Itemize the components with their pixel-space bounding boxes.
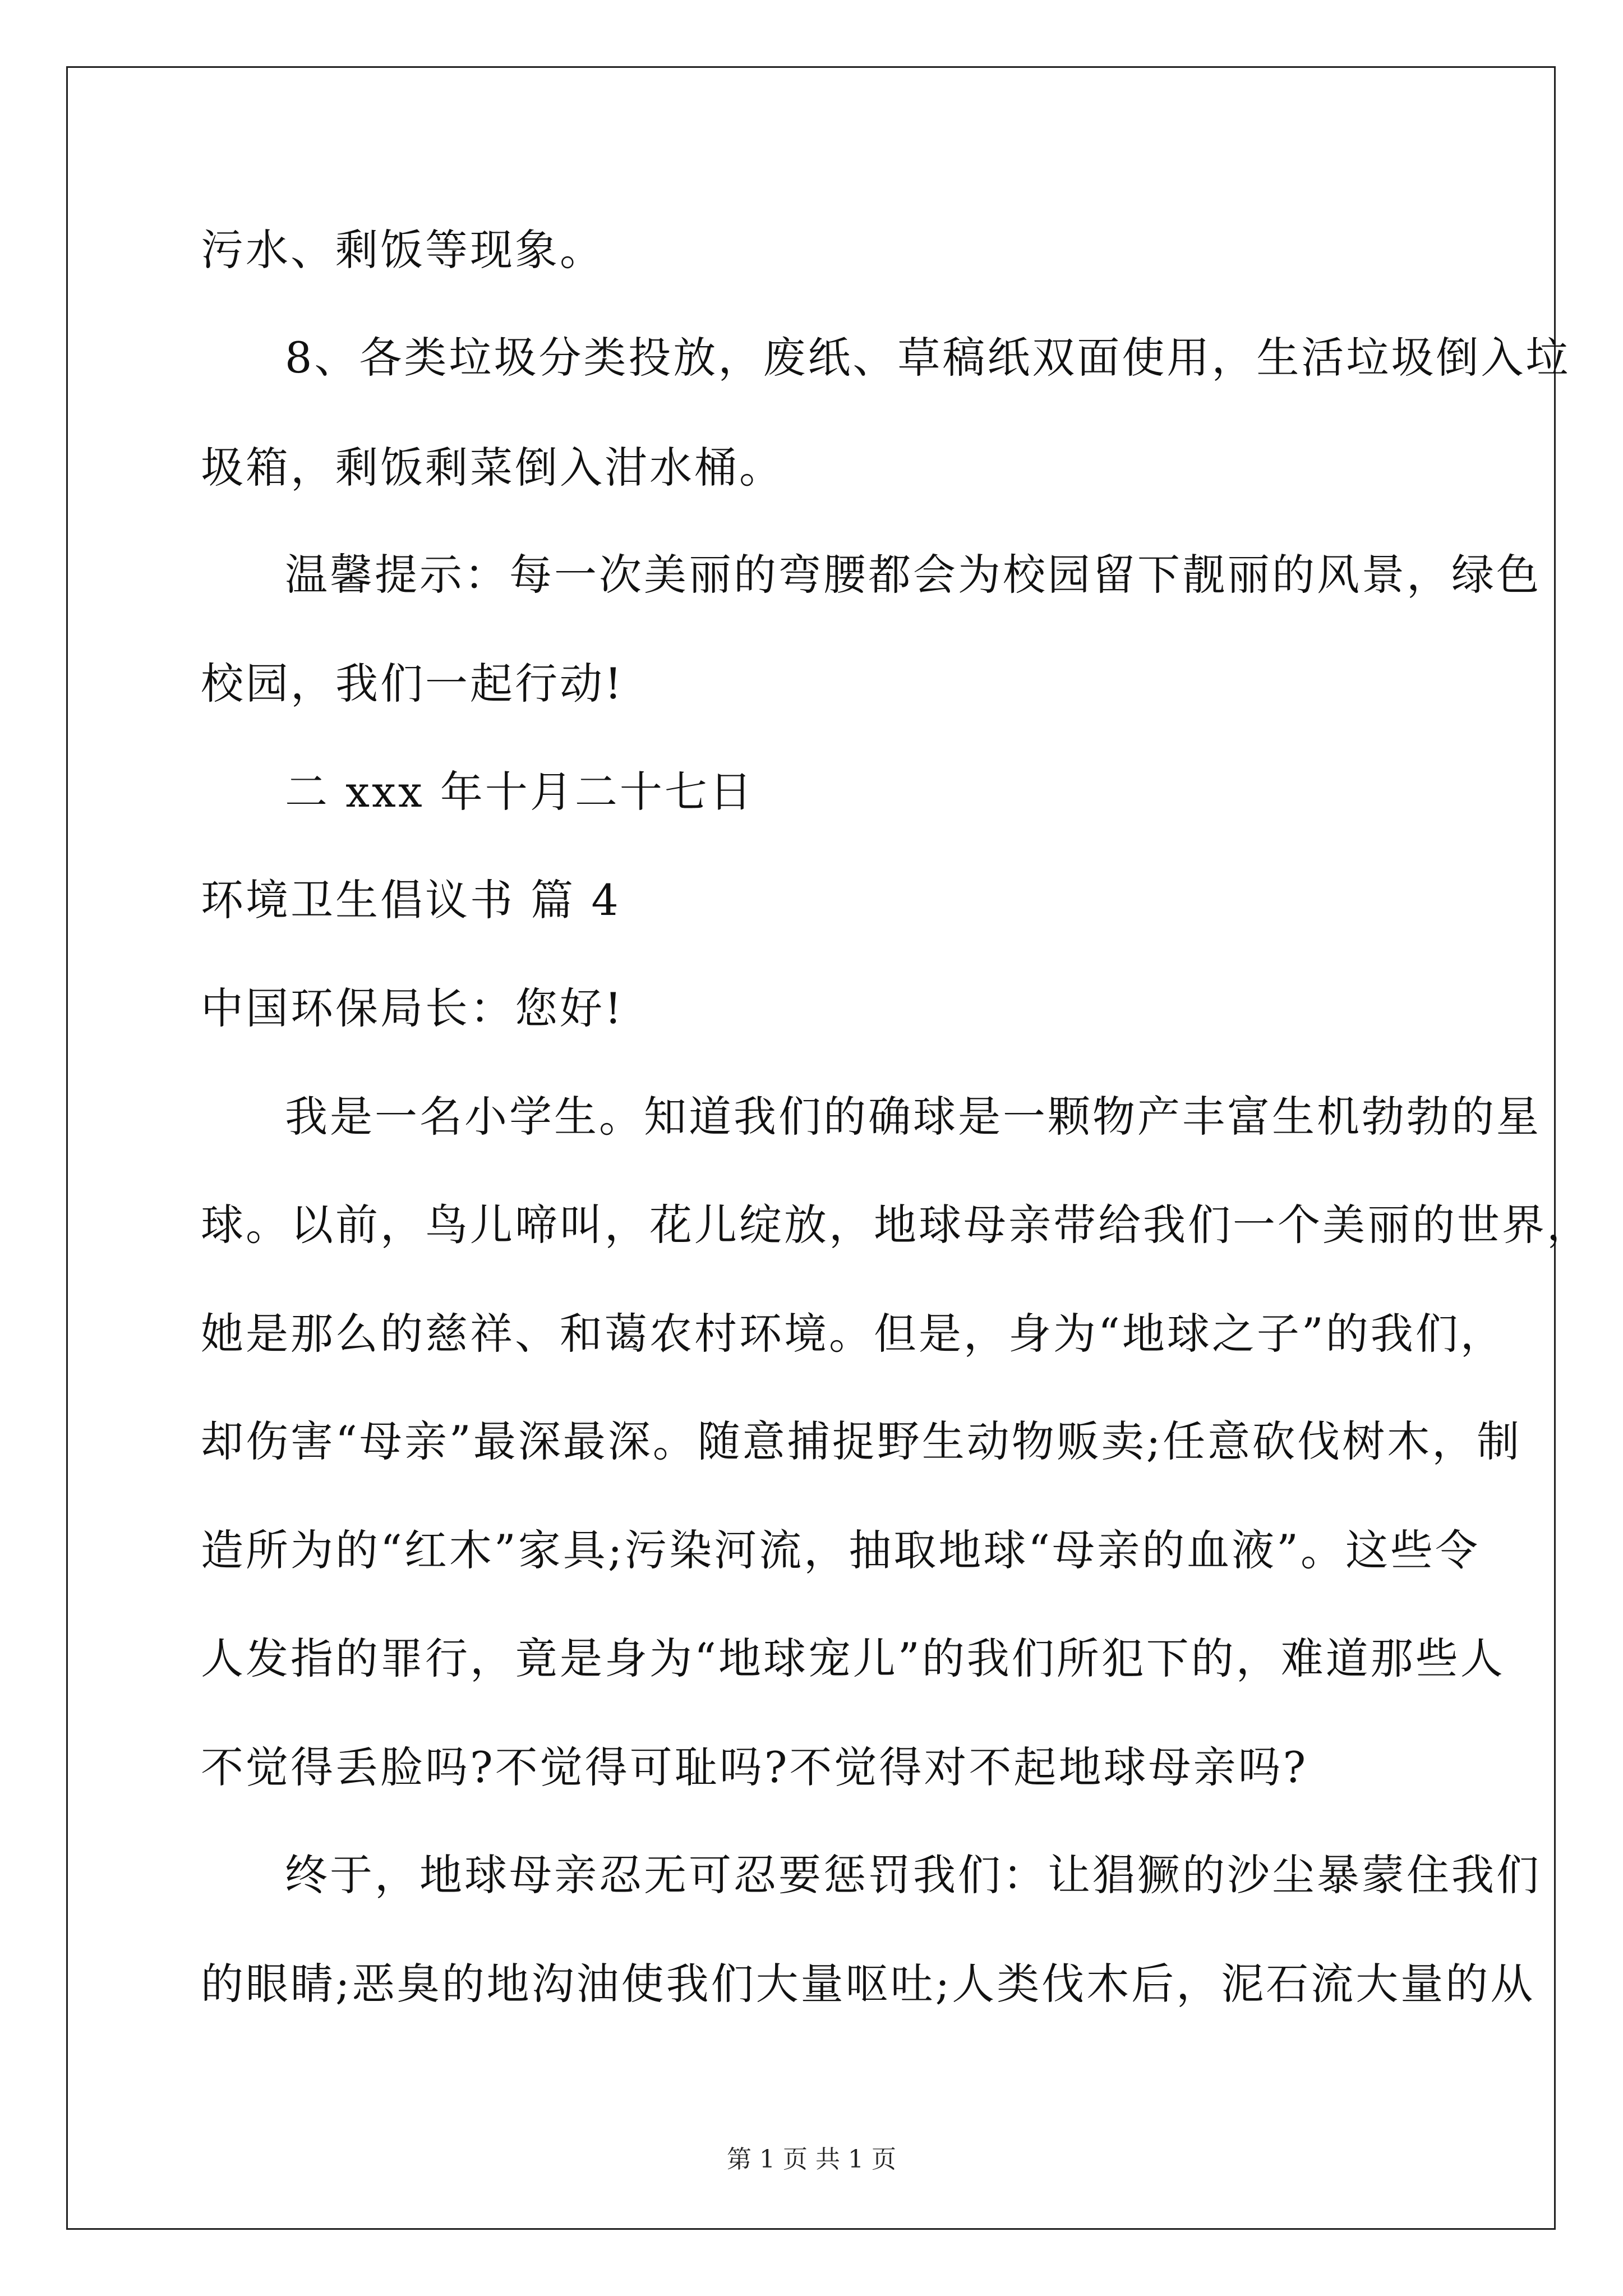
- date-line: 二 xxx 年十月二十七日: [285, 767, 754, 817]
- text-line: 她是那么的慈祥、和蔼农村环境。但是，身为“地球之子”的我们，: [201, 1309, 1505, 1359]
- text-line: 8、各类垃圾分类投放，废纸、草稿纸双面使用，生活垃圾倒入垃: [285, 333, 1571, 383]
- text-line: 污水、剩饭等现象。: [201, 225, 605, 275]
- text-line: 校园，我们一起行动!: [201, 659, 624, 708]
- section-heading: 环境卫生倡议书 篇 4: [201, 875, 621, 925]
- text-line: 终于，地球母亲忍无可忍要惩罚我们：让猖獗的沙尘暴蒙住我们: [285, 1850, 1541, 1900]
- text-line: 却伤害“母亲”最深最深。随意捕捉野生动物贩卖;任意砍伐树木，制: [201, 1416, 1522, 1466]
- text-line: 不觉得丢脸吗?不觉得可耻吗?不觉得对不起地球母亲吗?: [201, 1742, 1308, 1792]
- salutation: 中国环保局长：您好!: [201, 983, 624, 1033]
- text-line: 人发指的罪行，竟是身为“地球宠儿”的我们所犯下的，难道那些人: [201, 1634, 1505, 1683]
- text-line: 的眼睛;恶臭的地沟油使我们大量呕吐;人类伐木后，泥石流大量的从: [201, 1959, 1536, 2009]
- text-line: 圾箱，剩饭剩菜倒入泔水桶。: [201, 443, 784, 493]
- page-footer: 第 1 页 共 1 页: [727, 2145, 896, 2174]
- text-line: 造所为的“红木”家具;污染河流，抽取地球“母亲的血液”。这些令: [201, 1525, 1481, 1575]
- page-border: [66, 66, 1556, 2230]
- text-line: 球。以前，鸟儿啼叫，花儿绽放，地球母亲带给我们一个美丽的世界，: [201, 1200, 1592, 1250]
- text-line: 温馨提示：每一次美丽的弯腰都会为校园留下靓丽的风景，绿色: [285, 550, 1541, 600]
- text-line: 我是一名小学生。知道我们的确球是一颗物产丰富生机勃勃的星: [285, 1092, 1541, 1142]
